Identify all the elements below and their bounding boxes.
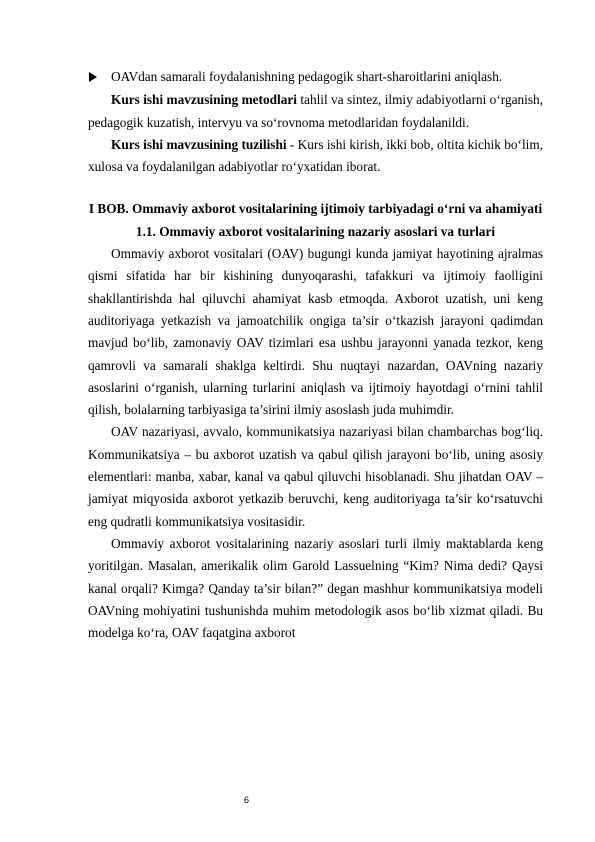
methods-paragraph <box>88 89 543 134</box>
body-paragraph-1: Ommaviy axborot vositalari (OAV) bugungi kunda jamiyat hayotining ajralmas qismi sifatida har bir kishining dunyoqarashi, tafakkuri va ijtimoiy faolligini shakllantirishda hal qiluvchi ahamiyat kasb etmoqda. Axborot uzatish, uni keng auditoriyaga yetkazish va jamoatchilik ongiga ta’sir o‘tkazish jarayoni qadimdan mavjud bo‘lib, zamonaviy OAV tizimlari esa ushbu jarayonni yanada tezkor, keng qamrovli va samarali shaklga keltirdi. Shu nuqtayi nazardan, OAVning nazariy asoslarini o‘rganish, ularning turlarini aniqlash va ijtimoiy hayotdagi o‘rnini tahlil qilish, bolalarning tarbiyasiga ta’sirini ilmiy asoslash juda muhimdir. <box>88 246 543 418</box>
methods-text: tahlil va sintez, ilmiy adabiyotlarni o‘rganish, pedagogik kuzatish, intervyu va so‘rovnoma metodlaridan foydalanildi. <box>88 92 543 130</box>
structure-text: - Kurs ishi kirish, ikki bob, oltita kichik bo‘lim, xulosa va foydalanilgan adabiyotlar ro‘yxatidan iborat. <box>88 136 543 175</box>
section-title: 1.1. Ommaviy axborot vositalarining nazariy asoslari va turlari <box>135 223 496 239</box>
chapter-title: I BOB. Ommaviy axborot vositalarining ijtimoiy tarbiyadagi o‘rni va ahamiyati <box>88 201 543 217</box>
structure-paragraph <box>88 134 543 179</box>
document-page <box>88 66 543 644</box>
bullet-text: OAVdan samarali foydalanishning pedagogik shart-sharoitlarini aniqlash. <box>111 69 503 84</box>
body-paragraph-2: OAV nazariyasi, avvalo, kommunikatsiya nazariyasi bilan chambarchas bog‘liq. Kommunikatsiya – bu axborot uzatish va qabul qilish jarayoni bo‘lib, uning asosiy elementlari: manba, xabar, kanal va qabul qiluvchi hisoblanadi. Shu jihatdan OAV – jamiyat miqyosida axborot yetkazib beruvchi, keng auditoriyaga ta’sir ko‘rsatuvchi eng qudratli kommunikatsiya vositasidir. <box>88 424 543 529</box>
arrow-bullet-icon <box>88 66 111 89</box>
page-number: 6 <box>244 795 250 805</box>
methods-label: Kurs ishi mavzusining metodlari <box>111 92 297 108</box>
structure-label: Kurs ishi mavzusining tuzilishi <box>111 136 287 152</box>
bullet-item <box>88 66 543 89</box>
body-paragraph-3: Ommaviy axborot vositalarining nazariy asoslari turli ilmiy maktablarda keng yoritilgan. Masalan, amerikalik olim Garold Lassuelning “Kim? Nima dedi? Qaysi kanal orqali? Kimga? Qanday ta’sir bilan?” degan mashhur kommunikatsiya modeli OAVning mohiyatini tushunishda muhim metodologik asos bo‘lib xizmat qiladi. Bu modelga ko‘ra, OAV faqatgina axborot <box>88 535 543 641</box>
